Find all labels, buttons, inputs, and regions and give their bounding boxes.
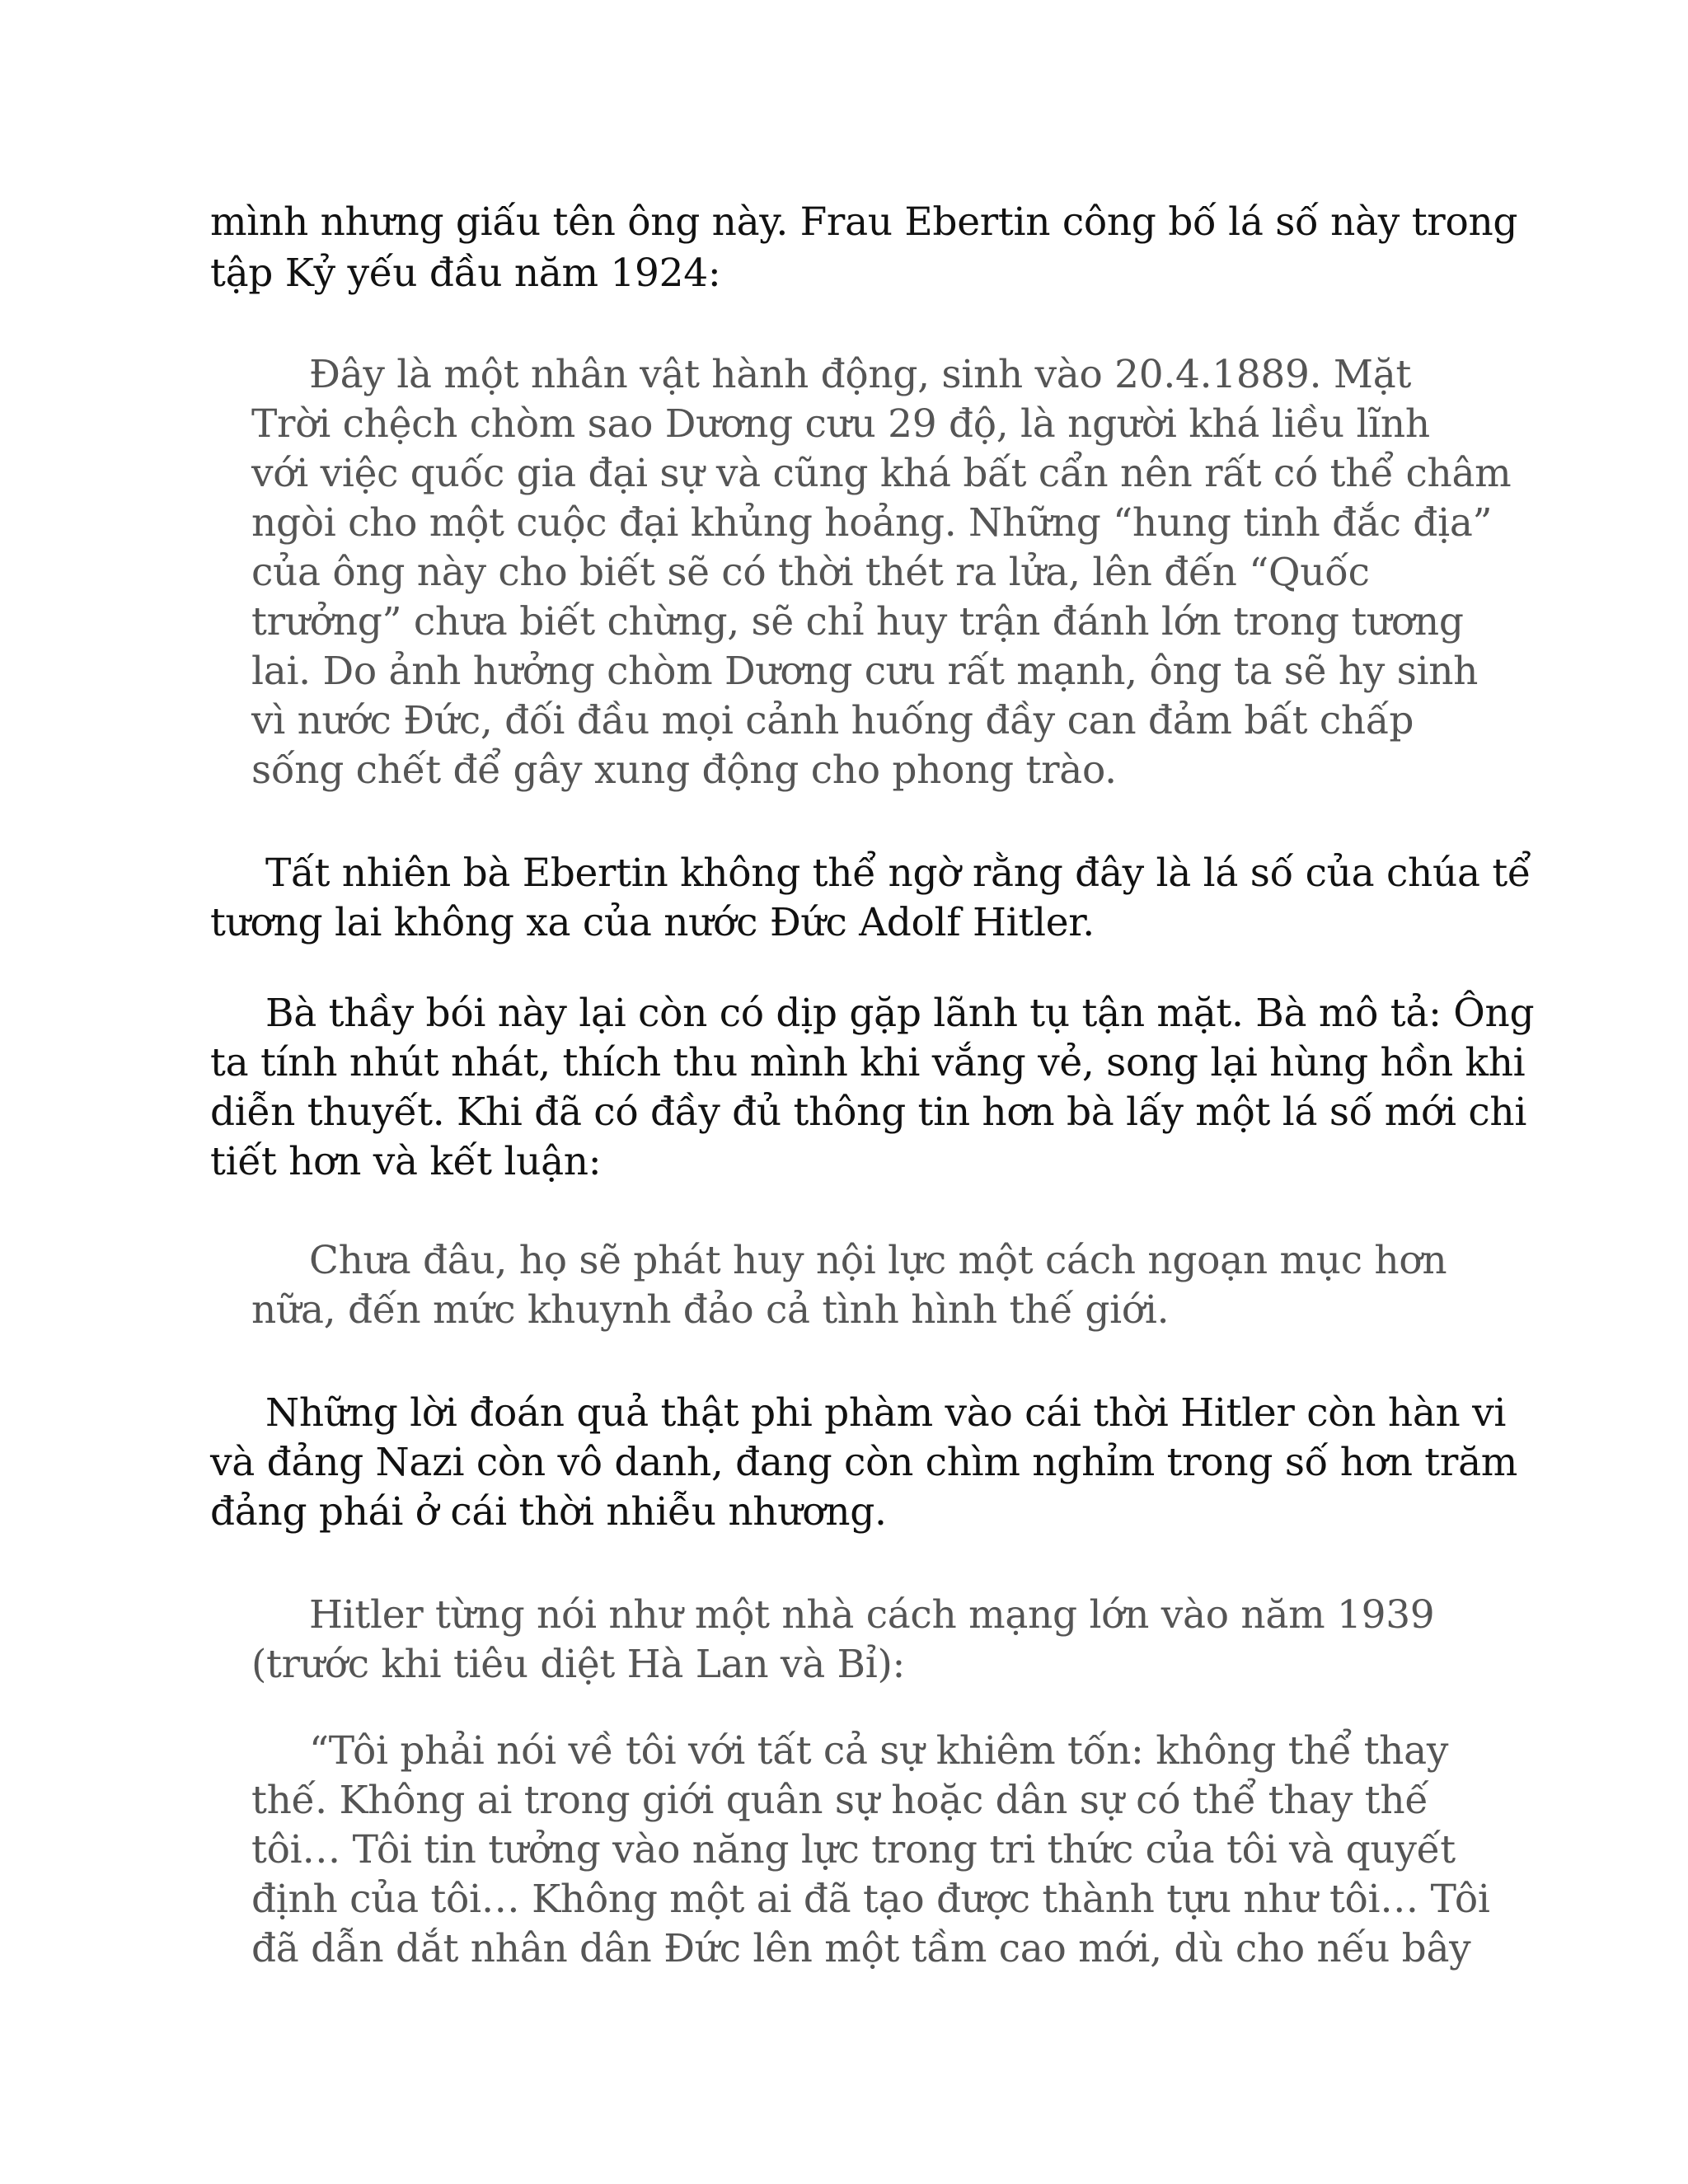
quote-paragraph-line: sống chết để gây xung động cho phong trào. xyxy=(251,748,1117,793)
quote-paragraph-line: (trước khi tiêu diệt Hà Lan và Bỉ): xyxy=(251,1642,906,1687)
body-paragraph-line: đảng phái ở cái thời nhiễu nhương. xyxy=(210,1489,887,1535)
quote-paragraph-line: lai. Do ảnh hưởng chòm Dương cưu rất mạnh, ông ta sẽ hy sinh xyxy=(251,649,1479,694)
quote-paragraph-line: nữa, đến mức khuynh đảo cả tình hình thế giới. xyxy=(251,1287,1170,1333)
quote-paragraph-line: Trời chệch chòm sao Dương cưu 29 độ, là người khá liều lĩnh xyxy=(251,401,1430,447)
quote-paragraph-line: Chưa đâu, họ sẽ phát huy nội lực một cách ngoạn mục hơn xyxy=(309,1238,1447,1283)
quote-paragraph-line: Đây là một nhân vật hành động, sinh vào 20.4.1889. Mặt xyxy=(309,352,1412,397)
body-paragraph-line: tiết hơn và kết luận: xyxy=(210,1139,602,1184)
quote-paragraph-line: vì nước Đức, đối đầu mọi cảnh huống đầy can đảm bất chấp xyxy=(251,698,1414,743)
body-paragraph-line: Tất nhiên bà Ebertin không thể ngờ rằng đây là lá số của chúa tể xyxy=(265,851,1531,896)
body-paragraph-line: tương lai không xa của nước Đức Adolf Hitler. xyxy=(210,900,1095,945)
quote-paragraph-line: của ông này cho biết sẽ có thời thét ra lửa, lên đến “Quốc xyxy=(251,550,1370,595)
quote-paragraph-line: trưởng” chưa biết chừng, sẽ chỉ huy trận đánh lớn trong tương xyxy=(251,599,1464,644)
body-paragraph-line: Bà thầy bói này lại còn có dịp gặp lãnh tụ tận mặt. Bà mô tả: Ông xyxy=(265,991,1535,1036)
quote-paragraph-line: ngòi cho một cuộc đại khủng hoảng. Những “hung tinh đắc địa” xyxy=(251,500,1493,546)
body-paragraph-line: mình nhưng giấu tên ông này. Frau Ebertin công bố lá số này trong xyxy=(210,199,1518,245)
quote-paragraph-line: Hitler từng nói như một nhà cách mạng lớn vào năm 1939 xyxy=(309,1592,1435,1638)
body-paragraph-line: ta tính nhút nhát, thích thu mình khi vắng vẻ, song lại hùng hồn khi xyxy=(210,1040,1526,1085)
quote-paragraph-line: tôi… Tôi tin tưởng vào năng lực trong tri thức của tôi và quyết xyxy=(251,1827,1456,1872)
quote-paragraph-line: thế. Không ai trong giới quân sự hoặc dân sự có thể thay thế xyxy=(251,1778,1428,1823)
quote-paragraph-line: “Tôi phải nói về tôi với tất cả sự khiêm tốn: không thể thay xyxy=(309,1728,1449,1774)
quote-paragraph-line: đã dẫn dắt nhân dân Đức lên một tầm cao mới, dù cho nếu bây xyxy=(251,1926,1471,1971)
body-paragraph-line: diễn thuyết. Khi đã có đầy đủ thông tin hơn bà lấy một lá số mới chi xyxy=(210,1090,1527,1135)
quote-paragraph-line: với việc quốc gia đại sự và cũng khá bất cẩn nên rất có thể châm xyxy=(251,451,1512,496)
body-paragraph-line: tập Kỷ yếu đầu năm 1924: xyxy=(210,251,721,296)
quote-paragraph-line: định của tôi… Không một ai đã tạo được thành tựu như tôi… Tôi xyxy=(251,1877,1490,1922)
body-paragraph-line: Những lời đoán quả thật phi phàm vào cái thời Hitler còn hàn vi xyxy=(265,1390,1507,1436)
body-paragraph-line: và đảng Nazi còn vô danh, đang còn chìm nghỉm trong số hơn trăm xyxy=(210,1440,1518,1485)
